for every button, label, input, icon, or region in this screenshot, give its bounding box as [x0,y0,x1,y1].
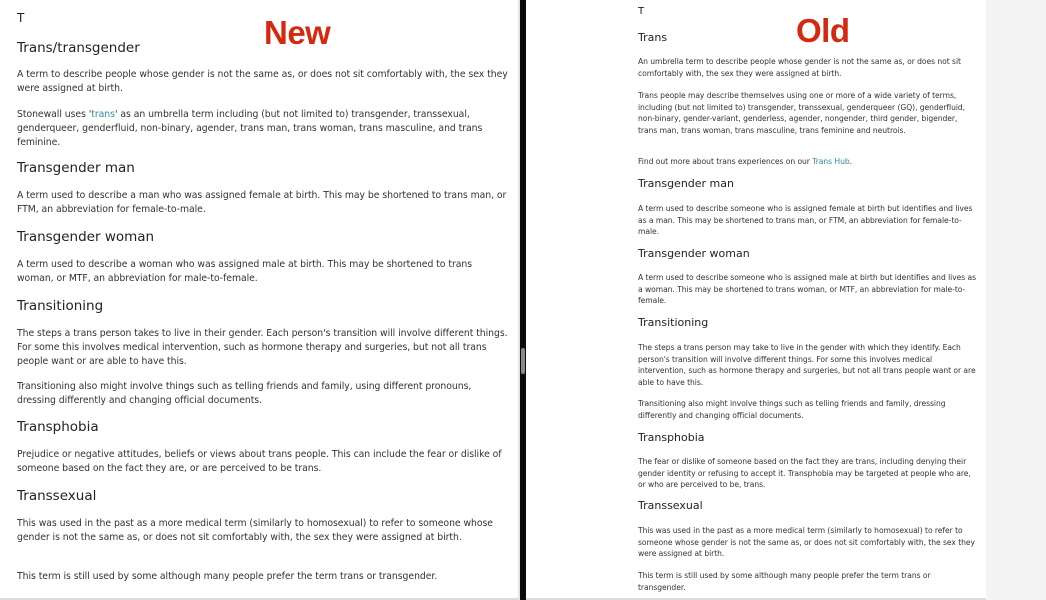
term-definition: A term used to describe a woman who was assigned male at birth. This may be shortened to trans woman, or MTF, an abbreviation for male-to-female. [17,259,473,284]
new-glossary-panel [0,0,520,600]
term-heading: Transsexual [638,499,703,512]
term-definition: This term is still used by some although many people prefer the term trans or transgender. [17,571,438,582]
term-heading: Transgender man [638,177,734,190]
term-definition: Transitioning also might involve things such as telling friends and family, using different pronouns, dressing differently and changing official documents. [17,381,472,406]
term-heading: Transgender man [17,160,135,176]
term-heading: Transphobia [17,419,99,435]
drag-handle-icon[interactable] [521,348,525,374]
old-glossary-panel [526,0,986,600]
term-definition: A term to describe people whose gender is not the same as, or does not sit comfortably with, the sex they were assigned at birth. [17,69,508,94]
term-heading: Trans/transgender [17,40,140,56]
text: Find out more about trans experiences on our [638,157,813,166]
version-label-old: Old [796,12,850,49]
trans-hub-link[interactable]: Trans Hub [812,157,850,166]
term-definition: A term used to describe someone who is assigned male at birth but identifies and lives as a woman. This may be shortened to trans woman, or MTF, an abbreviation for male-to-female. [638,273,977,306]
term-heading: Transitioning [638,316,709,329]
term-heading: Transitioning [17,298,104,314]
version-label-new: New [264,14,331,51]
term-definition [17,108,509,150]
term-definition: Transitioning also might involve things such as telling friends and family, dressing differently and changing official documents. [638,399,946,420]
term-definition: A term used to describe someone who is assigned female at birth but identifies and lives as a man. This may be shortened to trans man, or FTM, an abbreviation for female-to-male. [638,204,973,237]
term-heading: Transphobia [638,431,705,444]
term-definition: The steps a trans person takes to live in their gender. Each person's transition will involve different things. For some this involves medical intervention, such as hormone therapy and surgeries, but not all trans people want or are able to have this. [17,328,508,367]
text: Stonewall uses ' [17,109,92,120]
term-heading: Transgender woman [17,229,155,245]
section-letter: T [638,6,645,17]
term-heading: Trans [638,31,668,44]
term-definition: This was used in the past as a more medical term (similarly to homosexual) to refer to someone whose gender is not the same as, or does not sit comfortably with, the sex they were assigned at birth. [17,518,493,543]
right-gutter [986,0,1046,600]
term-definition: The steps a trans person may take to live in the gender with which they identify. Each person's transition will involve different things. For some this involves medical intervention, such as hormone therapy and surgeries, but not all trans people want or are able to have this. [638,343,976,387]
section-letter: T [17,11,25,25]
term-definition: This was used in the past as a more medical term (similarly to homosexual) to refer to someone whose gender is not the same as, or does not sit comfortably with, the sex they were assigned at birth. [638,526,975,559]
term-heading: Transgender woman [638,247,750,260]
term-definition: Prejudice or negative attitudes, beliefs or views about trans people. This can include the fear or dislike of someone based on the fact they are, or are perceived to be trans. [17,449,502,474]
term-definition: A term used to describe a man who was assigned female at birth. This may be shortened to trans man, or FTM, an abbreviation for female-to-male. [17,190,507,215]
term-definition: An umbrella term to describe people whose gender is not the same as, or does not sit comfortably with, the sex they were assigned at birth. [638,57,961,78]
term-heading: Transsexual [17,488,97,504]
trans-link[interactable]: trans [91,109,115,120]
text: . [849,157,852,166]
text: ' as an umbrella term including (but not limited to) transgender, transsexual, genderqueer, genderfluid, non-binary, agender, trans man, trans woman, trans masculine, and trans feminine. [17,109,483,148]
term-definition: Trans people may describe themselves using one or more of a wide variety of terms, including (but not limited to) transgender, transsexual, genderqueer (GQ), genderfluid, non-binary, gender-variant, genderless, agender, nongender, third gender, bigender, trans man, trans woman, trans masculine, trans feminine and neutrois. [638,91,966,135]
term-definition [638,156,978,168]
term-definition: This term is still used by some although many people prefer the term trans or transgender. [638,571,931,592]
term-definition: The fear or dislike of someone based on the fact they are trans, including denying their gender identity or refusing to accept it. Transphobia may be targeted at people who are, or who are perceived to be, trans. [638,457,971,490]
